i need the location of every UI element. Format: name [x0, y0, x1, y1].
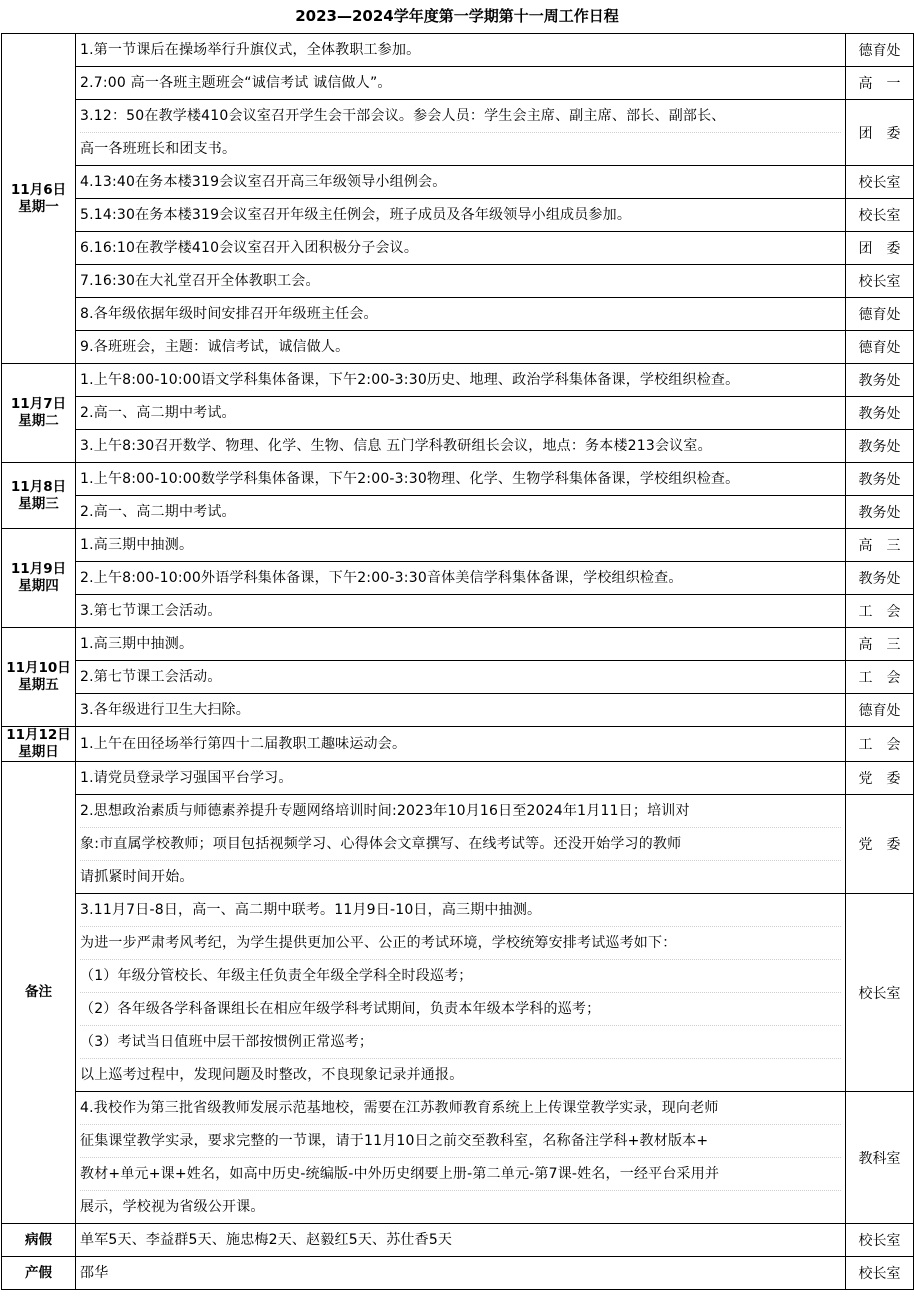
item-text: 9.各班班会，主题：诚信考试，诚信做人。 [80, 339, 350, 355]
day-weekday: 星期二 [18, 413, 59, 429]
department: 教务处 [846, 562, 914, 595]
day-date: 11月9日 [10, 561, 67, 577]
item-text: 4.13:40在务本楼319会议室召开高三年级领导小组例会。 [80, 174, 447, 190]
table-row [2, 1224, 914, 1257]
item-line: 4.我校作为第三批省级教师发展示范基地校，需要在江苏教师教育系统上上传课堂教学实录，现向老师 [80, 1092, 841, 1125]
department: 校长室 [846, 894, 914, 1092]
schedule-item [76, 496, 846, 529]
item-text: 3.各年级进行卫生大扫除。 [80, 702, 250, 718]
day-date: 11月10日 [6, 660, 71, 676]
schedule-item [76, 463, 846, 496]
item-text: 1.上午在田径场举行第四十二届教职工趣味运动会。 [80, 736, 407, 752]
department: 党 委 [846, 762, 914, 795]
schedule-item [76, 67, 846, 100]
schedule-item [76, 34, 846, 67]
item-text: 1.上午8:00-10:00语文学科集体备课，下午2:00-3:30历史、地理、政治学科集体备课，学校组织检查。 [80, 372, 740, 388]
item-line: 象:市直属学校教师；项目包括视频学习、心得体会文章撰写、在线考试等。还没开始学习的教师 [80, 828, 841, 861]
table-row [2, 430, 914, 463]
schedule-item [76, 199, 846, 232]
department: 工 会 [846, 727, 914, 762]
department: 教务处 [846, 463, 914, 496]
schedule-item [76, 762, 846, 795]
item-text: 3.第七节课工会活动。 [80, 603, 222, 619]
page-title: 2023—2024学年度第一学期第十一周工作日程 [295, 7, 619, 25]
schedule-item [76, 397, 846, 430]
item-text: 2.高一、高二期中考试。 [80, 504, 236, 520]
department: 高 三 [846, 628, 914, 661]
table-row [2, 397, 914, 430]
day-date: 11月8日 [10, 478, 67, 495]
maternity-leave-label: 产假 [2, 1257, 76, 1290]
item-text: 2.上午8:00-10:00外语学科集体备课，下午2:00-3:30音体美信学科集体备课，学校组织检查。 [80, 570, 683, 586]
item-line: 高一各班班长和团支书。 [80, 141, 237, 157]
department: 工 会 [846, 595, 914, 628]
sick-leave-label: 病假 [2, 1224, 76, 1257]
item-text: 1.高三期中抽测。 [80, 636, 194, 652]
day-cell [2, 727, 76, 762]
department: 德育处 [846, 298, 914, 331]
item-line: （2）各年级各学科备课组长在相应年级学科考试期间，负责本年级本学科的巡考； [80, 993, 841, 1026]
item-line: 征集课堂教学实录，要求完整的一节课，请于11月10日之前交至教科室，名称备注学科+教材版本+ [80, 1125, 841, 1158]
schedule-item [76, 727, 846, 762]
table-row [2, 199, 914, 232]
schedule-item [76, 1092, 846, 1224]
table-row [2, 562, 914, 595]
table-row [2, 727, 914, 762]
table-row [2, 762, 914, 795]
schedule-item [76, 595, 846, 628]
table-row [2, 529, 914, 562]
day-date: 11月6日 [10, 181, 67, 198]
department: 校长室 [846, 265, 914, 298]
department: 教务处 [846, 430, 914, 463]
table-row [2, 232, 914, 265]
schedule-item [76, 430, 846, 463]
table-row [2, 595, 914, 628]
item-text: 2.高一、高二期中考试。 [80, 405, 236, 421]
day-weekday: 星期一 [18, 198, 59, 215]
table-row [2, 894, 914, 1092]
day-cell [2, 628, 76, 727]
day-weekday: 星期四 [18, 578, 59, 594]
table-row [2, 628, 914, 661]
item-text: 8.各年级依据年级时间安排召开年级班主任会。 [80, 306, 378, 322]
department: 教务处 [846, 496, 914, 529]
item-text: 6.16:10在教学楼410会议室召开入团积极分子会议。 [80, 240, 419, 256]
table-row [2, 364, 914, 397]
schedule-item [76, 166, 846, 199]
schedule-item [76, 661, 846, 694]
item-text: 1.请党员登录学习强国平台学习。 [80, 770, 293, 786]
department: 团 委 [846, 232, 914, 265]
day-date: 11月7日 [10, 396, 67, 412]
schedule-item [76, 232, 846, 265]
schedule-item [76, 100, 846, 166]
day-cell [2, 364, 76, 463]
department: 校长室 [846, 1224, 914, 1257]
department: 德育处 [846, 694, 914, 727]
item-text: 单军5天、李益群5天、施忠梅2天、赵毅红5天、苏仕香5天 [80, 1232, 453, 1248]
schedule-item [76, 694, 846, 727]
item-line: 请抓紧时间开始。 [80, 869, 194, 885]
department: 高 三 [846, 529, 914, 562]
department: 团 委 [846, 100, 914, 166]
day-weekday: 星期三 [18, 495, 59, 512]
item-line: （1）年级分管校长、年级主任负责全年级全学科全时段巡考； [80, 960, 841, 993]
item-line: 以上巡考过程中，发现问题及时整改，不良现象记录并通报。 [80, 1067, 464, 1083]
department: 教务处 [846, 364, 914, 397]
department: 校长室 [846, 166, 914, 199]
schedule-item [76, 628, 846, 661]
table-row [2, 694, 914, 727]
department: 校长室 [846, 199, 914, 232]
item-text: 1.第一节课后在操场举行升旗仪式，全体教职工参加。 [80, 42, 421, 58]
schedule-item [76, 298, 846, 331]
schedule-item [76, 529, 846, 562]
table-row [2, 661, 914, 694]
schedule-item [76, 331, 846, 364]
item-text: 1.上午8:00-10:00数学学科集体备课，下午2:00-3:30物理、化学、生物学科集体备课，学校组织检查。 [80, 471, 740, 487]
item-text: 2.7:00 高一各班主题班会“诚信考试 诚信做人”。 [80, 75, 392, 91]
item-line: 3.12：50在教学楼410会议室召开学生会干部会议。参会人员：学生会主席、副主席、部长、副部长、 [80, 100, 841, 133]
item-text: 2.第七节课工会活动。 [80, 669, 222, 685]
item-text: 7.16:30在大礼堂召开全体教职工会。 [80, 273, 320, 289]
item-line: 展示，学校视为省级公开课。 [80, 1199, 265, 1215]
item-line: 为进一步严肃考风考纪，为学生提供更加公平、公正的考试环境，学校统筹安排考试巡考如下： [80, 927, 841, 960]
item-line: 3.11月7日-8日，高一、高二期中联考。11月9日-10日，高三期中抽测。 [80, 894, 841, 927]
item-text: 邵华 [80, 1265, 109, 1281]
table-row [2, 1257, 914, 1290]
table-row [2, 67, 914, 100]
table-row [2, 166, 914, 199]
maternity-leave-value [76, 1257, 846, 1290]
item-text: 5.14:30在务本楼319会议室召开年级主任例会，班子成员及各年级领导小组成员参加。 [80, 207, 632, 223]
table-row [2, 100, 914, 166]
department: 德育处 [846, 331, 914, 364]
schedule-item [76, 265, 846, 298]
day-weekday: 星期日 [18, 744, 59, 760]
schedule-item [76, 795, 846, 894]
schedule-table [1, 33, 914, 1290]
table-row [2, 463, 914, 496]
day-cell [2, 463, 76, 529]
item-line: 2.思想政治素质与师德素养提升专题网络培训时间:2023年10月16日至2024年1月11日；培训对 [80, 795, 841, 828]
schedule-item [76, 364, 846, 397]
day-cell [2, 529, 76, 628]
department: 校长室 [846, 1257, 914, 1290]
department: 教务处 [846, 397, 914, 430]
day-weekday: 星期五 [18, 677, 59, 693]
day-cell [2, 34, 76, 364]
department: 高 一 [846, 67, 914, 100]
table-row [2, 265, 914, 298]
table-row [2, 331, 914, 364]
sick-leave-value [76, 1224, 846, 1257]
table-row [2, 1092, 914, 1224]
table-row [2, 496, 914, 529]
table-row [2, 795, 914, 894]
department: 党 委 [846, 795, 914, 894]
item-text: 1.高三期中抽测。 [80, 537, 194, 553]
schedule-item [76, 562, 846, 595]
item-text: 3.上午8:30召开数学、物理、化学、生物、信息 五门学科教研组长会议，地点：务本楼213会议室。 [80, 438, 712, 454]
department: 工 会 [846, 661, 914, 694]
table-row [2, 34, 914, 67]
schedule-item [76, 894, 846, 1092]
table-row [2, 298, 914, 331]
day-date: 11月12日 [6, 727, 71, 743]
item-line: 教材+单元+课+姓名，如高中历史-统编版-中外历史纲要上册-第二单元-第7课-姓名，一经平台采用并 [80, 1158, 841, 1191]
notes-label: 备注 [2, 762, 76, 1224]
department: 德育处 [846, 34, 914, 67]
item-line: （3）考试当日值班中层干部按惯例正常巡考； [80, 1026, 841, 1059]
department: 教科室 [846, 1092, 914, 1224]
